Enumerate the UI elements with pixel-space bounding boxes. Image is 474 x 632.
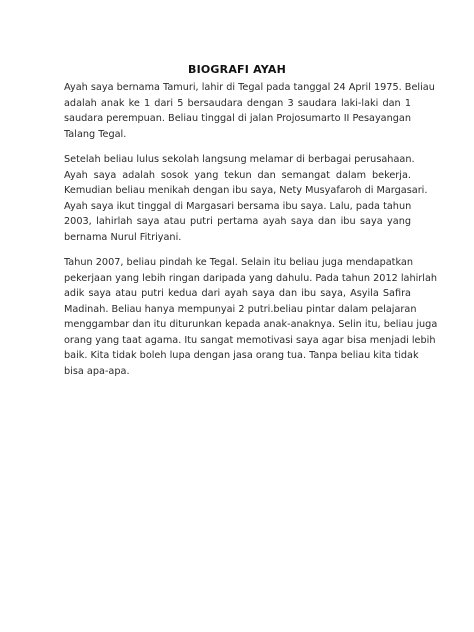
paragraph-line: Setelah beliau lulus sekolah langsung melamar di berbagai perusahaan. [64, 154, 415, 165]
paragraph-line: pekerjaan yang lebih ringan daripada yang dahulu. Pada tahun 2012 lahirlah [64, 272, 438, 284]
paragraph-line: bisa apa-apa. [64, 365, 130, 377]
paragraph-line: 2003, lahirlah saya atau putri pertama ayah saya dan ibu saya yang [64, 216, 411, 227]
paragraph-line: Madinah. Beliau hanya mempunyai 2 putri.beliau pintar dalam pelajaran [64, 303, 417, 315]
paragraph-line: Kemudian beliau menikah dengan ibu saya, Nety Musyafaroh di Margasari. [64, 185, 428, 196]
paragraph-1 [64, 80, 435, 142]
paragraph-line: saudara perempuan. Beliau tinggal di jalan Projosumarto II Pesayangan [64, 113, 411, 124]
paragraph-3 [64, 255, 438, 379]
paragraph-line: adik saya atau putri kedua dari ayah saya dan ibu saya, Asyila Safira [64, 288, 411, 299]
paragraph-line: Talang Tegal. [64, 128, 127, 140]
document-body [64, 80, 438, 389]
paragraph-2 [64, 152, 428, 245]
paragraph-line: baik. Kita tidak boleh lupa dengan jasa orang tua. Tanpa beliau kita tidak [64, 350, 419, 361]
paragraph-line: orang yang taat agama. Itu sangat memotivasi saya agar bisa menjadi lebih [64, 334, 436, 346]
paragraph-line: Ayah saya adalah sosok yang tekun dan semangat dalam bekerja. [64, 169, 411, 181]
paragraph-line: menggambar dan itu diturunkan kepada anak-anaknya. Selin itu, beliau juga [64, 319, 438, 330]
paragraph-line: bernama Nurul Fitriyani. [64, 231, 182, 243]
document-title: BIOGRAFI AYAH [188, 63, 286, 76]
paragraph-line: Ayah saya ikut tinggal di Margasari bersama ibu saya. Lalu, pada tahun [64, 200, 412, 212]
paragraph-line: Ayah saya bernama Tamuri, lahir di Tegal pada tanggal 24 April 1975. Beliau [64, 82, 435, 93]
paragraph-line: Tahun 2007, beliau pindah ke Tegal. Selain itu beliau juga mendapatkan [64, 257, 413, 268]
paragraph-line: adalah anak ke 1 dari 5 bersaudara dengan 3 saudara laki-laki dan 1 [64, 97, 411, 109]
